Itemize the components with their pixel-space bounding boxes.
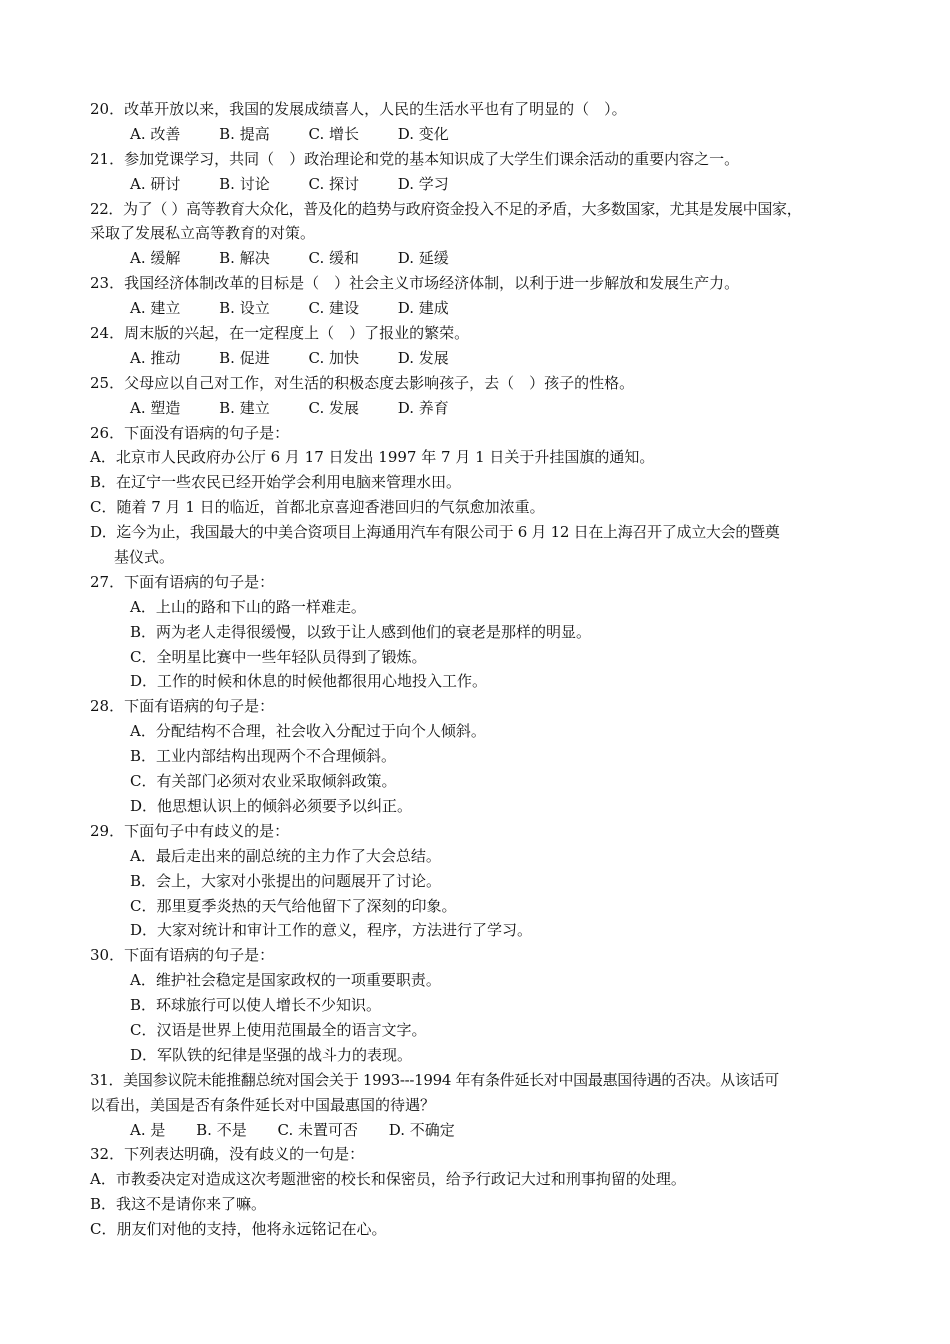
option-a: A. 改善: [130, 124, 181, 143]
question-29-option-c: C．那里夏季炎热的天气给他留下了深刻的印象。: [130, 896, 457, 915]
question-31-stem: 31．美国参议院未能推翻总统对国会关于 1993---1994 年有条件延长对中国最惠国待遇的否决。从该话可: [90, 1070, 779, 1089]
option-a: A. 缓解: [130, 249, 181, 268]
question-32-option-c: C．朋友们对他的支持，他将永远铭记在心。: [90, 1220, 387, 1239]
question-26-option-c: C．随着 7 月 1 日的临近，首都北京喜迎香港回归的气氛愈加浓重。: [90, 498, 545, 517]
option-d: D. 发展: [397, 348, 449, 367]
option-d: D. 延缓: [397, 249, 449, 268]
question-29-option-b: B．会上，大家对小张提出的问题展开了讨论。: [130, 871, 442, 890]
option-c: C. 缓和: [308, 249, 359, 268]
option-d: D. 变化: [397, 124, 449, 143]
question-26-option-d: D．迄今为止，我国最大的中美合资项目上海通用汽车有限公司于 6 月 12 日在上海召开了成立大会的暨奠: [90, 523, 780, 542]
question-21-stem: 21．参加党课学习，共同（ ）政治理论和党的基本知识成了大学生们课余活动的重要内容之一。: [90, 149, 740, 168]
option-b: B. 设立: [219, 299, 270, 318]
question-30-option-d: D．军队铁的纪律是坚强的战斗力的表现。: [130, 1045, 413, 1064]
option-d: D. 学习: [397, 174, 449, 193]
question-27-option-d: D．工作的时候和休息的时候他都很用心地投入工作。: [130, 672, 488, 691]
question-26-option-a: A．北京市人民政府办公厅 6 月 17 日发出 1997 年 7 月 1 日关于升挂国旗的通知。: [90, 448, 655, 467]
question-24-options: [90, 346, 870, 371]
question-25-options: [90, 396, 870, 421]
option-d: D. 建成: [397, 299, 449, 318]
question-29-stem: 29．下面句子中有歧义的是：: [90, 821, 290, 840]
exam-page: [90, 97, 870, 1242]
question-27-option-b: B．两为老人走得很缓慢，以致于让人感到他们的衰老是那样的明显。: [130, 622, 592, 641]
question-23-options: [90, 296, 870, 321]
question-32-stem: 32．下列表达明确，没有歧义的一句是：: [90, 1145, 365, 1164]
question-22-options: [90, 246, 870, 271]
question-25-stem: 25．父母应以自己对工作，对生活的积极态度去影响孩子，去（ ）孩子的性格。: [90, 373, 635, 392]
question-21-options: [90, 172, 870, 197]
question-24-stem: 24．周末版的兴起，在一定程度上（ ）了报业的繁荣。: [90, 324, 470, 343]
question-22-stem-cont: 采取了发展私立高等教育的对策。: [90, 224, 316, 243]
option-b: B. 讨论: [219, 174, 270, 193]
question-28-stem: 28．下面有语病的句子是：: [90, 697, 275, 716]
question-30-option-a: A．维护社会稳定是国家政权的一项重要职责。: [130, 971, 441, 990]
question-31-stem-cont: 以看出，美国是否有条件延长对中国最惠国的待遇？: [90, 1095, 436, 1114]
question-31-options: [90, 1118, 870, 1143]
option-a: A. 研讨: [130, 174, 181, 193]
question-26-option-b: B．在辽宁一些农民已经开始学会利用电脑来管理水田。: [90, 473, 462, 492]
option-b: B. 不是: [196, 1120, 247, 1139]
question-20-options: [90, 122, 870, 147]
question-32-option-b: B．我这不是请你来了嘛。: [90, 1195, 267, 1214]
option-a: A. 是: [130, 1120, 166, 1139]
question-28-option-c: C．有关部门必须对农业采取倾斜政策。: [130, 772, 397, 791]
question-28-option-a: A．分配结构不合理，社会收入分配过于向个人倾斜。: [130, 722, 486, 741]
option-a: A. 塑造: [130, 398, 181, 417]
question-26-option-d-cont: 基仪式。: [114, 548, 175, 567]
option-d: D. 不确定: [388, 1120, 455, 1139]
question-26-stem: 26．下面没有语病的句子是：: [90, 423, 290, 442]
option-b: B. 解决: [219, 249, 270, 268]
option-d: D. 养育: [397, 398, 449, 417]
question-29-option-d: D．大家对统计和审计工作的意义，程序，方法进行了学习。: [130, 921, 533, 940]
question-27-option-a: A．上山的路和下山的路一样难走。: [130, 597, 366, 616]
question-28-option-d: D．他思想认识上的倾斜必须要予以纠正。: [130, 796, 413, 815]
option-b: B. 建立: [219, 398, 270, 417]
question-30-option-b: B．环球旅行可以使人增长不少知识。: [130, 996, 382, 1015]
option-c: C. 增长: [308, 124, 359, 143]
question-27-stem: 27．下面有语病的句子是：: [90, 572, 275, 591]
question-29-option-a: A．最后走出来的副总统的主力作了大会总结。: [130, 846, 441, 865]
option-c: C. 探讨: [308, 174, 359, 193]
option-c: C. 未置可否: [277, 1120, 358, 1139]
option-c: C. 建设: [308, 299, 359, 318]
question-20-stem: 20．改革开放以来，我国的发展成绩喜人，人民的生活水平也有了明显的（ ）。: [90, 100, 627, 118]
question-28-option-b: B．工业内部结构出现两个不合理倾斜。: [130, 747, 397, 766]
question-30-stem: 30．下面有语病的句子是：: [90, 946, 275, 965]
option-c: C. 加快: [308, 348, 359, 367]
question-32-option-a: A．市教委决定对造成这次考题泄密的校长和保密员，给予行政记大过和刑事拘留的处理。: [90, 1170, 686, 1189]
option-b: B. 提高: [219, 124, 270, 143]
question-23-stem: 23．我国经济体制改革的目标是（ ）社会主义市场经济体制，以利于进一步解放和发展生产力。: [90, 274, 740, 293]
option-c: C. 发展: [308, 398, 359, 417]
option-a: A. 建立: [130, 299, 181, 318]
option-b: B. 促进: [219, 348, 270, 367]
question-22-stem: 22．为了（ ）高等教育大众化，普及化的趋势与政府资金投入不足的矛盾，大多数国家，尤其是发展中国家，: [90, 199, 802, 218]
question-30-option-c: C．汉语是世界上使用范围最全的语言文字。: [130, 1020, 427, 1039]
option-a: A. 推动: [130, 348, 181, 367]
question-27-option-c: C．全明星比赛中一些年轻队员得到了锻炼。: [130, 647, 427, 666]
